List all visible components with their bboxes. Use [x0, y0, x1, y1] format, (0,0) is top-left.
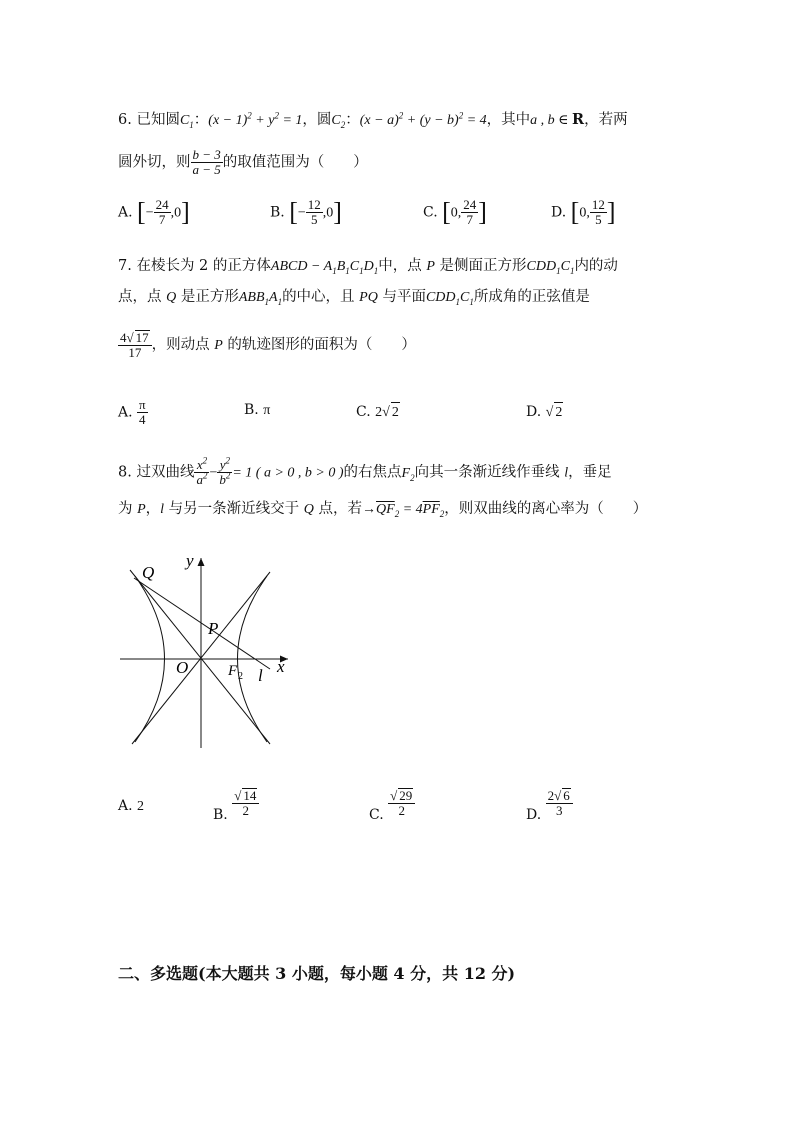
q7-option-b[interactable]: B. π [244, 402, 271, 418]
hyperbola-figure [110, 548, 300, 758]
q7-line2: 点，点 Q 是正方形$ABB_1A_1$的中心，且 PQ 与平面$CDD_1C_1$所成角的正弦值是 [118, 289, 590, 307]
perpendicular-line-l [134, 578, 270, 669]
q6-option-c[interactable]: C. [0, $\frac{24}{7}$ ] [423, 197, 487, 227]
q8-line1: 8. 过双曲线 $\frac{x^2}{a^2}$ − $\frac{y^2}{b^2}$ = 1 ( a > 0 , b > 0 )的右焦点$F_2$向其一条渐近线作垂线 l，垂足 [118, 455, 612, 487]
q7-option-c[interactable]: C. 2√ 2 [356, 402, 400, 423]
q7-option-d[interactable]: D. √ 2 [526, 402, 563, 423]
q8-option-d[interactable]: D. $\frac{2√ 6}{3}$ [526, 788, 573, 825]
section-heading-multiple-choice: 二、多选题(本大题共 3 小题，每小题 4 分，共 12 分) [118, 964, 516, 983]
q6-fraction: $\frac{b - 3}{a - 5}$ [192, 147, 221, 177]
cube-name: ABCD − $A_1B_1C_1D_1$ [270, 259, 379, 276]
q6-line2: 圆外切，则 $\frac{b - 3}{a - 5}$ 的取值范围为（ ） [118, 147, 368, 177]
q6-number: 6. [118, 112, 132, 128]
hyperbola-y-term: $\frac{y^2}{b^2}$ [219, 455, 231, 487]
y-axis-arrow [198, 558, 205, 566]
asymptote-1 [130, 570, 270, 744]
q6-equation-2: $(x - a)^2 + (y - b)^2 = 4$ [359, 110, 487, 128]
q7-option-a[interactable]: A. $\frac{\pi}{4}$ [118, 397, 146, 427]
label-x: x [277, 657, 285, 676]
q7-sine-fraction: $\frac{4√ 17}{17}$ [118, 330, 152, 360]
label-p: P [208, 619, 219, 638]
q6-option-d[interactable]: D. [0, $\frac{12}{5}$ ] [551, 197, 616, 227]
q7-line3: $\frac{4√ 17}{17}$ ，则动点 P 的轨迹图形的面积为（ ） [120, 330, 416, 360]
q6-option-a[interactable]: A. [− $\frac{24}{7}$ ,0] [118, 197, 190, 227]
q8-line2: 为 P，l 与另一条渐近线交于 Q 点，若→ $\overline{QF}_2 = 4\overline{PF}_2$，则双曲线的离心率为（ ） [118, 501, 648, 519]
q8-option-c[interactable]: C. $\frac{√ 29}{2}$ [369, 788, 415, 825]
q8-option-a[interactable]: A. 2 [118, 798, 145, 814]
q7-number: 7. [118, 258, 132, 274]
q8-number: 8. [118, 464, 132, 481]
hyperbola-x-term: $\frac{x^2}{a^2}$ [196, 455, 208, 487]
q8-option-b[interactable]: B. $\frac{√ 14}{2}$ [213, 788, 259, 825]
q6-option-b[interactable]: B. [− $\frac{12}{5}$ ,0] [270, 197, 342, 227]
circle-c2: $C_2$ [331, 113, 346, 130]
q6-line1: 6. 已知圆$C_1$：$(x - 1)^2 + y^2 = 1$，圆$C_2$：$(x - a)^2 + (y - b)^2 = 4$，其中a , b ∈ R，若两 [118, 110, 628, 130]
label-y: y [186, 551, 194, 570]
label-f2: F [228, 663, 238, 679]
label-f2-sub: 2 [238, 671, 243, 682]
vector-equation: → $\overline{QF}_2 = 4\overline{PF}_2$ [362, 502, 445, 519]
label-q: Q [142, 563, 155, 582]
q7-line1: 7. 在棱长为 2 的正方体ABCD − $A_1B_1C_1D_1$中，点 P 是侧面正方形$CDD_1C_1$内的动 [118, 258, 618, 276]
label-o: O [176, 658, 189, 677]
q6-equation-1: $(x - 1)^2 + y^2 = 1$ [208, 110, 303, 128]
label-l: l [258, 666, 263, 685]
circle-c1: $C_1$ [179, 113, 194, 130]
